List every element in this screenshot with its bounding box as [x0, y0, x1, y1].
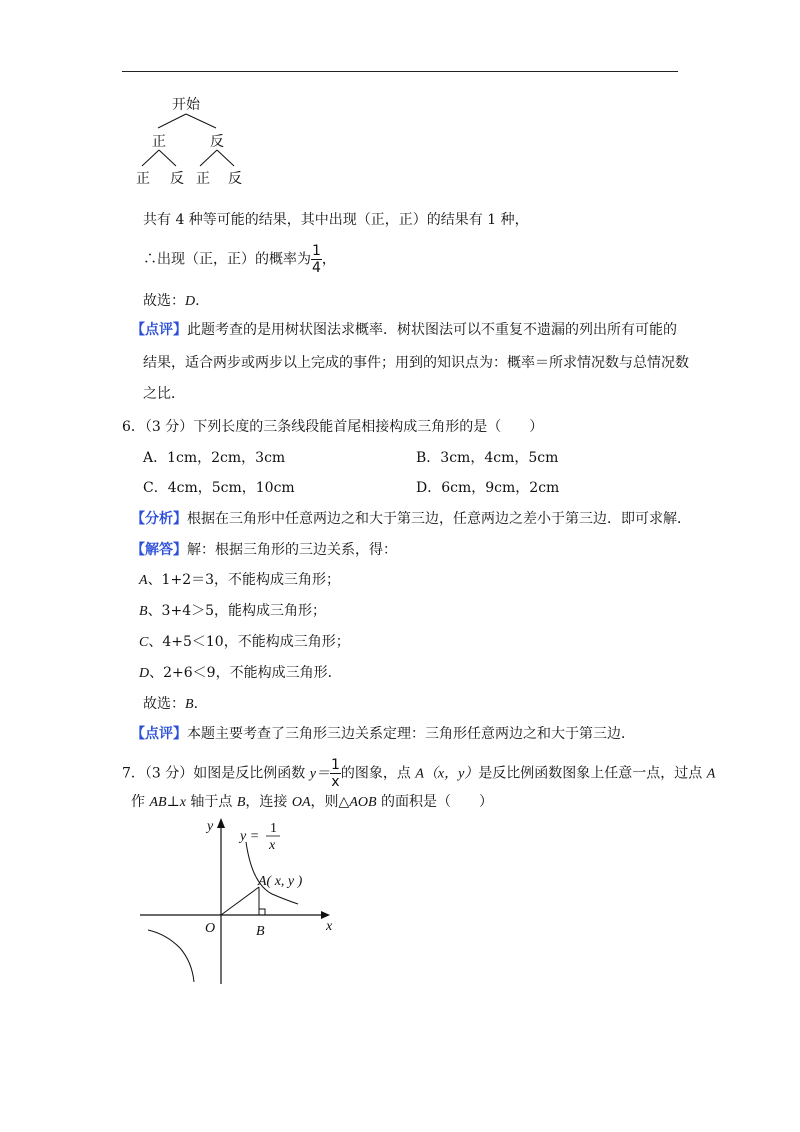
y-axis-label: y [207, 819, 214, 834]
q5-fraction [311, 243, 322, 276]
function-label-num: 1 [270, 821, 277, 836]
q7-line2-c: 轴于点 [185, 794, 237, 810]
q6-option-d [416, 478, 559, 498]
q6-option-d-label: D． [416, 480, 442, 496]
tree-l2-4: 反 [228, 171, 242, 187]
q6-step-b-label: B [139, 604, 148, 619]
x-axis-label: x [326, 919, 333, 934]
y-axis-arrow [217, 818, 225, 828]
q7-stem-c-point: A [706, 766, 716, 782]
q6-option-a-text: 1cm，2cm，3cm [167, 450, 286, 466]
q7-line2-e: ，则△ [310, 794, 350, 810]
header-rule [122, 71, 678, 72]
q5-answer: D [185, 294, 196, 309]
q7-stem-line-2 [131, 792, 493, 813]
function-label-y: y = [240, 829, 260, 844]
q7-line2-a: 作 [131, 794, 150, 810]
q6-answer-suffix: . [193, 696, 199, 712]
tree-l2-2: 反 [170, 171, 184, 187]
q6-option-c-label: C． [143, 480, 168, 496]
tree-l2-3: 正 [196, 171, 210, 187]
q7-frac-num: 1 [330, 757, 340, 773]
q7-line2-d: ，连接 [245, 794, 292, 810]
q5-comment-1: 此题考查的是用树状图法求概率．树状图法可以不重复不遗漏的列出所有可能的 [187, 322, 677, 338]
q6-comment-tag: 【点评】 [131, 726, 187, 742]
q7-aob: AOB [349, 795, 377, 810]
a-label: A( x, y ) [258, 874, 303, 889]
b-label: B [256, 924, 265, 939]
q6-analysis [131, 509, 691, 529]
curve-third-quadrant [148, 930, 194, 982]
q6-step-d [139, 663, 342, 684]
q7-line2-f: 的面积是（ ） [376, 794, 493, 810]
q6-step-b [139, 601, 326, 622]
q5-comment-line-3: 之比． [143, 386, 185, 402]
q7-fraction [330, 757, 341, 790]
x-axis-arrow [321, 911, 330, 919]
q6-answer-prefix: 故选： [143, 696, 185, 712]
q6-step-a-text: 、1+2＝3，不能构成三角形； [147, 572, 341, 588]
q6-answer: B [185, 697, 194, 712]
q7-ab: AB [149, 795, 167, 810]
origin-label: O [205, 921, 216, 936]
q6-comment-text: 本题主要考查了三角形三边关系定理：三角形任意两边之和大于第三边． [187, 726, 635, 742]
q7-stem-line-1 [122, 757, 715, 790]
tree-l2-1: 正 [136, 171, 150, 187]
q7-b-point: B [236, 795, 246, 810]
q6-option-d-text: 6cm，9cm，2cm [441, 480, 560, 496]
q7-stem-a: 7．（3 分）如图是反比例函数 [122, 765, 310, 782]
q7-y-eq: y＝ [309, 766, 330, 782]
q7-line2-b: ⊥ [166, 794, 180, 810]
q6-step-c-text: 、4+5＜10，不能构成三角形； [148, 634, 350, 650]
q7-oa: OA [291, 795, 311, 810]
q6-option-b [416, 448, 558, 468]
q6-step-a-label: A [139, 573, 148, 588]
q5-answer-suffix: . [195, 293, 200, 309]
q6-step-d-label: D [139, 666, 150, 681]
q6-step-d-text: 、2+6＜9，不能构成三角形． [149, 665, 342, 681]
q5-result-line: 共有 4 种等可能的结果，其中出现（正，正）的结果有 1 种， [143, 212, 529, 228]
q7-stem-c: 是反比例函数图象上任意一点，过点 [478, 765, 707, 782]
segment-oa [221, 887, 259, 915]
q5-probability-suffix: ， [321, 251, 336, 268]
q6-option-c-text: 4cm，5cm，10cm [167, 480, 295, 496]
q5-probability-text: ∴出现（正，正）的概率为 [143, 251, 311, 268]
reciprocal-function-graph [138, 812, 350, 987]
q6-option-a [143, 448, 285, 468]
q6-analysis-tag: 【分析】 [131, 511, 187, 527]
q6-option-b-text: 3cm，4cm，5cm [440, 450, 559, 466]
q6-step-b-text: 、3+4＞5，能构成三角形； [147, 603, 327, 619]
q5-answer-prefix: 故选： [143, 293, 185, 309]
tree-root: 开始 [172, 97, 200, 113]
q6-step-c [139, 632, 350, 653]
q5-frac-num: 1 [312, 243, 321, 259]
q6-solution-tag: 【解答】 [131, 542, 187, 558]
q7-point: A（x，y） [415, 766, 479, 782]
q6-comment [131, 724, 635, 744]
q6-solution-text: 解：根据三角形的三边关系，得： [187, 542, 397, 558]
q5-probability-line [143, 243, 336, 276]
q6-answer-line [143, 694, 198, 715]
q6-step-a [139, 570, 340, 591]
q6-step-c-label: C [139, 635, 149, 650]
q6-stem: 6．（3 分）下列长度的三条线段能首尾相接构成三角形的是（ ） [122, 419, 544, 435]
q5-comment-line-2: 结果，适合两步或两步以上完成的事件；用到的知识点为：概率＝所求情况数与总情况数 [143, 355, 689, 371]
q5-answer-line [143, 291, 200, 312]
tree-diagram [130, 92, 260, 192]
q5-comment-tag: 【点评】 [131, 322, 187, 338]
q5-frac-den: 4 [312, 260, 321, 276]
q6-option-b-label: B． [416, 450, 441, 466]
tree-l1-tails: 反 [210, 134, 224, 150]
q6-option-a-label: A． [143, 450, 168, 466]
function-label-den: x [269, 838, 276, 853]
right-angle-mark [259, 909, 265, 915]
q7-frac-den: x [331, 774, 340, 790]
q5-comment-line-1 [131, 320, 677, 340]
tree-l1-heads: 正 [152, 134, 166, 150]
q7-stem-b: 的图象，点 [340, 765, 416, 782]
q7-line2-x: x [179, 795, 186, 810]
q6-option-c [143, 478, 295, 498]
q6-analysis-text: 根据在三角形中任意两边之和大于第三边，任意两边之差小于第三边．即可求解． [187, 511, 691, 527]
q6-solution [131, 540, 397, 560]
